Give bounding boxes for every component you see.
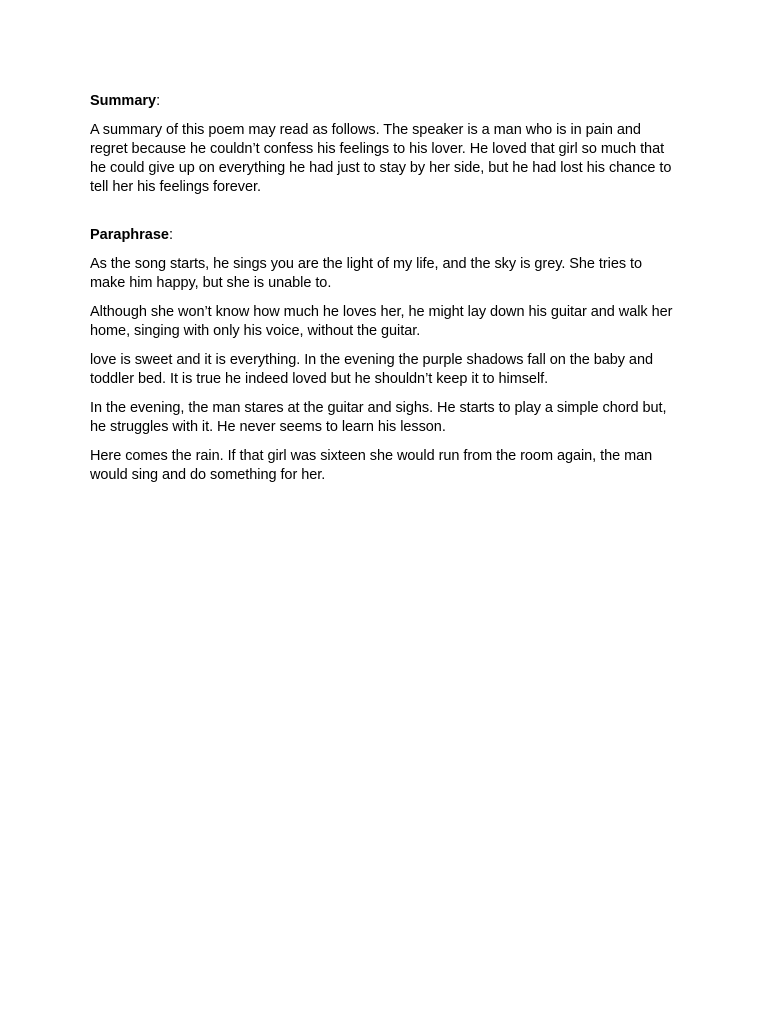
- paraphrase-paragraph-2: Although she won’t know how much he loves her, he might lay down his guitar and walk her home, singing with only his voice, without the guitar.: [90, 304, 673, 339]
- summary-heading-colon: :: [156, 93, 161, 109]
- paraphrase-paragraph-1: As the song starts, he sings you are the light of my life, and the sky is grey. She tries to make him happy, but she is unable to.: [90, 256, 643, 291]
- paraphrase-paragraph-4: In the evening, the man stares at the guitar and sighs. He starts to play a simple chord but, he struggles with it. He never seems to learn his lesson.: [90, 400, 667, 435]
- summary-paragraph: A summary of this poem may read as follows. The speaker is a man who is in pain and regret because he couldn’t confess his feelings to his lover. He loved that girl so much that he could give up on everything he had just to stay by her side, but he had lost his chance to tell her his feelings forever.: [90, 122, 672, 195]
- summary-section: [90, 92, 680, 197]
- paraphrase-section: [90, 226, 680, 485]
- paraphrase-paragraph-3: love is sweet and it is everything. In the evening the purple shadows fall on the baby and toddler bed. It is true he indeed loved but he shouldn’t keep it to himself.: [90, 352, 653, 387]
- paraphrase-heading-label: Paraphrase: [90, 227, 169, 243]
- paraphrase-heading: [90, 226, 680, 245]
- paraphrase-paragraph-5: Here comes the rain. If that girl was sixteen she would run from the room again, the man would sing and do something for her.: [90, 448, 653, 483]
- paraphrase-heading-colon: :: [169, 227, 174, 243]
- summary-heading-label: Summary: [90, 93, 157, 109]
- summary-heading: [90, 92, 680, 111]
